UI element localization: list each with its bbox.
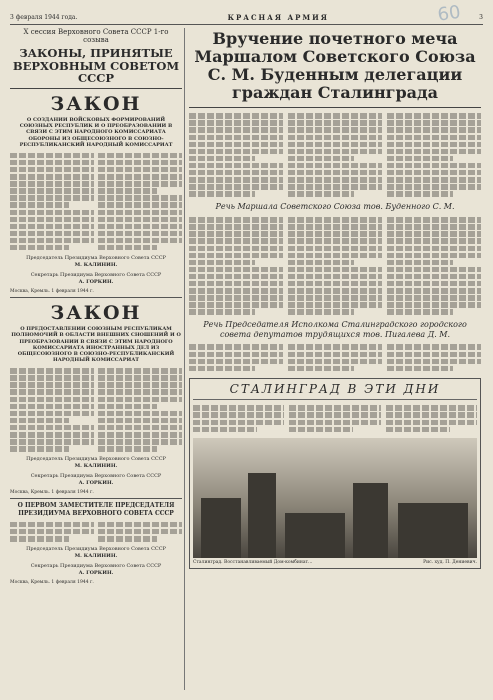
stalingrad-illustration bbox=[193, 438, 477, 558]
speech-pigalev-body bbox=[189, 343, 481, 373]
article-body bbox=[189, 112, 481, 199]
illustration-caption bbox=[193, 560, 477, 565]
law2-chairman-name: М. КАЛИНИН. bbox=[74, 463, 118, 470]
column-divider bbox=[184, 28, 185, 690]
law2-body bbox=[10, 367, 182, 454]
law1-signature-chairman: Председатель Президиума Верховного Совета СССР М. КАЛИНИН. bbox=[26, 255, 166, 269]
law2-subtitle: О ПРЕДОСТАВЛЕНИИ СОЮЗНЫМ РЕСПУБЛИКАМ ПОЛНОМОЧИЙ В ОБЛАСТИ ВНЕШНИХ СНОШЕНИЙ И О ПРЕОБРАЗОВАНИИ В СВЯЗИ С ЭТИМ НАРОДНОГО КОМИССАРИАТА ИНОСТРАННЫХ ДЕЛ ИЗ ОБЩЕСОЮЗНОГО В СОЮЗНО-РЕСПУБЛИКАНСКИЙ НАРОДНЫЙ КОМИССАРИАТ bbox=[11, 326, 181, 364]
law3-signature-secretary: Секретарь Президиума Верховного Совета СССР А. ГОРКИН. bbox=[30, 563, 162, 577]
law2-secretary-name: А. ГОРКИН. bbox=[78, 480, 114, 487]
caption-text: Сталинград. Восстанавливаемый Дом-комбинат... bbox=[193, 559, 313, 565]
law1-body bbox=[10, 151, 182, 252]
law1-heading: ЗАКОН bbox=[50, 92, 142, 115]
session-heading: X сессия Верховного Совета СССР 1-го созыва bbox=[23, 28, 169, 44]
law3-signature-chairman: Председатель Президиума Верховного Совета СССР М. КАЛИНИН. bbox=[26, 546, 166, 560]
speech-pigalev-title: Речь Председателя Исполкома Сталинградского городского совета депутатов трудящихся тов. Пигалева Д. М. bbox=[203, 320, 467, 339]
article-headline: Вручение почетного меча Маршалом Советского Союза С. М. Буденным делегации граждан Сталинграда bbox=[189, 28, 481, 108]
issue-date: 3 февраля 1944 года. bbox=[10, 13, 78, 21]
masthead bbox=[10, 12, 483, 25]
law1-subtitle: О СОЗДАНИИ ВОЙСКОВЫХ ФОРМИРОВАНИЙ СОЮЗНЫХ РЕСПУБЛИК И О ПРЕОБРАЗОВАНИИ В СВЯЗИ С ЭТИМ НАРОДНОГО КОМИССАРИАТА ОБОРОНЫ ИЗ ОБЩЕСОЮЗНОГО В СОЮЗНО-РЕСПУБЛИКАНСКИЙ НАРОДНЫЙ КОМИССАРИАТ bbox=[19, 116, 173, 148]
law1-chairman-name: М. КАЛИНИН. bbox=[74, 262, 118, 269]
law1-place-date: Москва, Кремль. 1 февраля 1944 г. bbox=[10, 289, 94, 295]
newspaper-name: КРАСНАЯ АРМИЯ bbox=[227, 12, 329, 22]
feature-title: СТАЛИНГРАД В ЭТИ ДНИ bbox=[193, 382, 477, 400]
law3-body bbox=[10, 520, 182, 543]
stalingrad-feature bbox=[189, 378, 481, 569]
speech-budyonny-title: Речь Маршала Советского Союза тов. Буденного С. М. bbox=[215, 202, 455, 212]
law1-signature-secretary: Секретарь Президиума Верховного Совета СССР А. ГОРКИН. bbox=[30, 272, 162, 286]
speech-budyonny-body bbox=[189, 216, 481, 317]
law3-place-date: Москва, Кремль. 1 февраля 1944 г. bbox=[10, 580, 94, 586]
laws-title: ЗАКОНЫ, ПРИНЯТЫЕ ВЕРХОВНЫМ СОВЕТОМ СССР bbox=[10, 47, 182, 89]
law2-heading: ЗАКОН bbox=[50, 302, 142, 325]
caption-artist: Рис. худ. П. Дениевич. bbox=[423, 559, 477, 565]
law2-place-date: Москва, Кремль. 1 февраля 1944 г. bbox=[10, 490, 94, 496]
law3-secretary-name: А. ГОРКИН. bbox=[78, 570, 114, 577]
page-number: 3 bbox=[479, 13, 483, 21]
law1-secretary-name: А. ГОРКИН. bbox=[78, 279, 114, 286]
law2-signature-chairman: Председатель Президиума Верховного Совета СССР М. КАЛИНИН. bbox=[26, 456, 166, 470]
ceremony-section bbox=[189, 28, 481, 569]
law3-chairman-name: М. КАЛИНИН. bbox=[74, 553, 118, 560]
law3-subtitle: О ПЕРВОМ ЗАМЕСТИТЕЛЕ ПРЕДСЕДАТЕЛЯ ПРЕЗИДИУМА ВЕРХОВНОГО СОВЕТА СССР bbox=[17, 502, 175, 517]
laws-section bbox=[10, 28, 182, 588]
law2-signature-secretary: Секретарь Президиума Верховного Совета СССР А. ГОРКИН. bbox=[30, 473, 162, 487]
archive-stamp: 60 bbox=[436, 1, 462, 26]
